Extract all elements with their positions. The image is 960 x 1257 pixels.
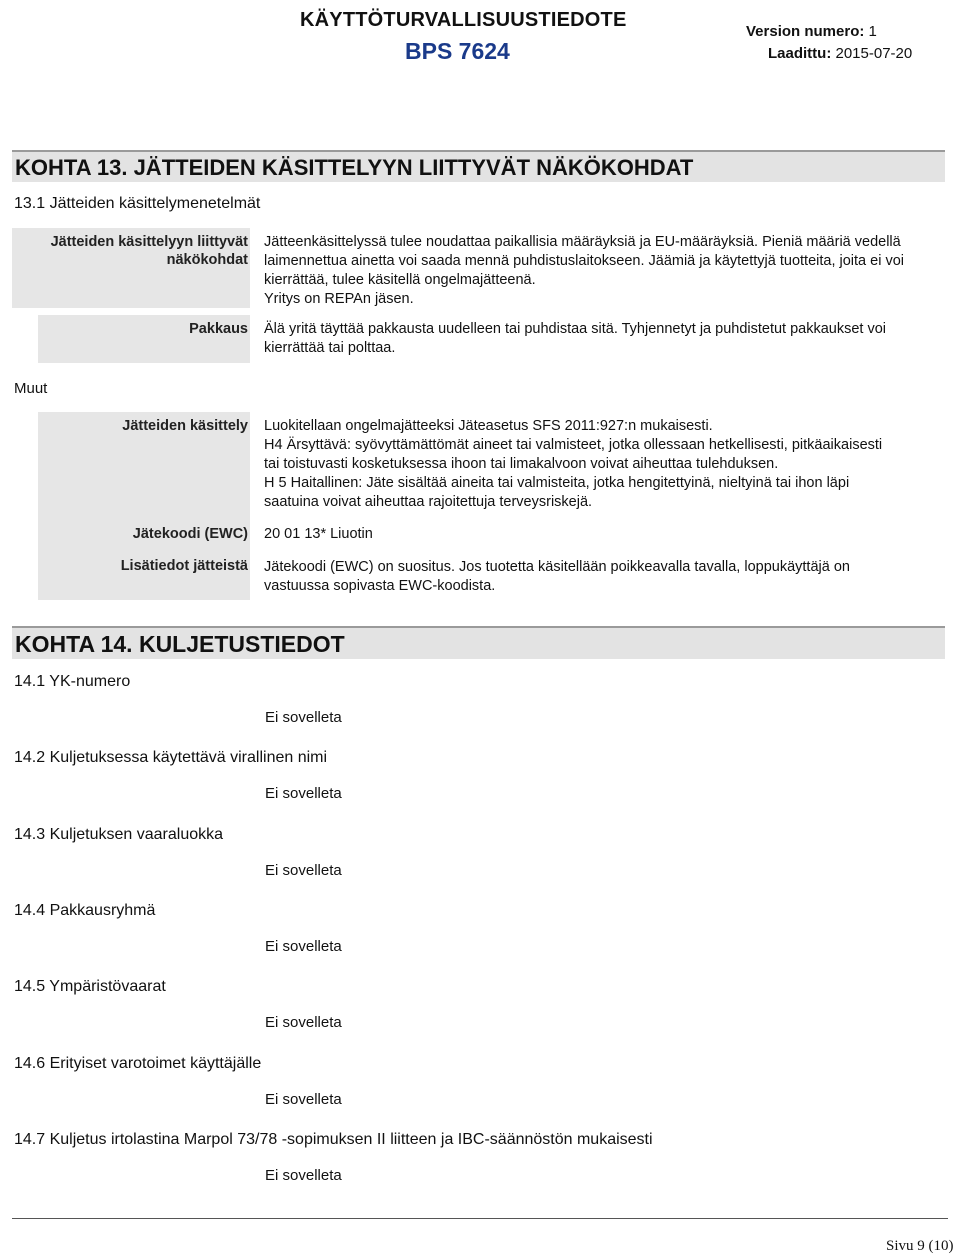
waste-handling-label: Jätteiden käsittely	[38, 412, 250, 520]
waste-additional-info-label: Lisätiedot jätteistä	[38, 552, 250, 600]
un-number-value: Ei sovelleta	[265, 709, 342, 726]
text-line: Yritys on REPAn jäsen.	[264, 291, 414, 307]
text-line: saatuina voivat aiheuttaa rajoitettuja terveysriskejä.	[264, 494, 593, 510]
text-line: Älä yritä täyttää pakkausta uudelleen tai puhdistaa sitä. Tyhjennetyt ja puhdistetut pakkaukset voi	[264, 321, 887, 337]
environmental-hazards-value: Ei sovelleta	[265, 1014, 342, 1031]
waste-aspects-value	[264, 233, 954, 309]
packing-group-value: Ei sovelleta	[265, 938, 342, 955]
bulk-transport-heading: 14.7 Kuljetus irtolastina Marpol 73/78 -sopimuksen II liitteen ja IBC-säännöstön mukaisesti	[14, 1131, 653, 1148]
text-line: Jätekoodi (EWC) on suositus. Jos tuotetta käsitellään poikkeavalla tavalla, loppukäyttäjä on	[264, 559, 850, 575]
waste-code-label: Jätekoodi (EWC)	[38, 520, 250, 552]
date-info	[768, 45, 912, 62]
bulk-transport-value: Ei sovelleta	[265, 1167, 342, 1184]
section-14-title: KOHTA 14. KULJETUSTIEDOT	[12, 626, 945, 659]
hazard-class-heading: 14.3 Kuljetuksen vaaraluokka	[14, 826, 224, 843]
version-info	[746, 23, 877, 40]
version-label: Version numero:	[746, 23, 865, 40]
product-code: BPS 7624	[405, 38, 510, 64]
text-line: kierrättää tai polttaa.	[264, 340, 396, 356]
other-heading: Muut	[14, 380, 48, 397]
waste-handling-value	[264, 417, 954, 512]
text-line: laimennettua ainetta voi saada mennä puhdistuslaitokseen. Jäämiä ja käytettyjä tuotteita, joita ei voi	[264, 253, 904, 269]
un-number-heading: 14.1 YK-numero	[14, 673, 131, 690]
text-line: H4 Ärsyttävä: syövyttämättömät aineet tai valmisteet, jotka ollessaan hetkellisesti, pitkäaikaisesti	[264, 437, 883, 453]
text-line: tai toistuvasti kosketuksessa ihoon tai limakalvoon voivat aiheuttaa tulehduksen.	[264, 456, 779, 472]
text-line: vastuussa sopivasta EWC-koodista.	[264, 578, 496, 594]
special-precautions-value: Ei sovelleta	[265, 1091, 342, 1108]
special-precautions-heading: 14.6 Erityiset varotoimet käyttäjälle	[14, 1055, 262, 1072]
document-title: KÄYTTÖTURVALLISUUSTIEDOTE	[300, 9, 627, 31]
text-line: Luokitellaan ongelmajätteeksi Jäteasetus SFS 2011:927:n mukaisesti.	[264, 418, 713, 434]
version-value: 1	[868, 23, 877, 40]
environmental-hazards-heading: 14.5 Ympäristövaarat	[14, 978, 166, 995]
waste-code-value	[264, 525, 954, 544]
date-value: 2015-07-20	[835, 45, 913, 62]
packaging-value	[264, 320, 954, 358]
date-label: Laadittu:	[768, 45, 832, 62]
page-number: Sivu 9 (10)	[886, 1238, 954, 1254]
hazard-class-value: Ei sovelleta	[265, 862, 342, 879]
text-line: kierrättää, tulee käsitellä ongelmajätteenä.	[264, 272, 536, 288]
packaging-label: Pakkaus	[38, 315, 250, 363]
text-line: Jätteenkäsittelyssä tulee noudattaa paikallisia määräyksiä ja EU-määräyksiä. Pieniä määriä vedellä	[264, 234, 901, 250]
waste-additional-info-value	[264, 558, 954, 596]
text-line: 20 01 13* Liuotin	[264, 526, 373, 542]
shipping-name-heading: 14.2 Kuljetuksessa käytettävä virallinen nimi	[14, 749, 328, 766]
shipping-name-value: Ei sovelleta	[265, 785, 342, 802]
section-13-title: KOHTA 13. JÄTTEIDEN KÄSITTELYYN LIITTYVÄT NÄKÖKOHDAT	[12, 150, 945, 182]
text-line: H 5 Haitallinen: Jäte sisältää aineita tai valmisteita, jotka hengitettyinä, nieltyinä tai ihon läpi	[264, 475, 850, 491]
footer-divider	[12, 1218, 948, 1219]
waste-aspects-label: Jätteiden käsittelyyn liittyvät näkökohdat	[12, 228, 250, 308]
packing-group-heading: 14.4 Pakkausryhmä	[14, 902, 156, 919]
section-13-1-heading: 13.1 Jätteiden käsittelymenetelmät	[14, 195, 261, 212]
